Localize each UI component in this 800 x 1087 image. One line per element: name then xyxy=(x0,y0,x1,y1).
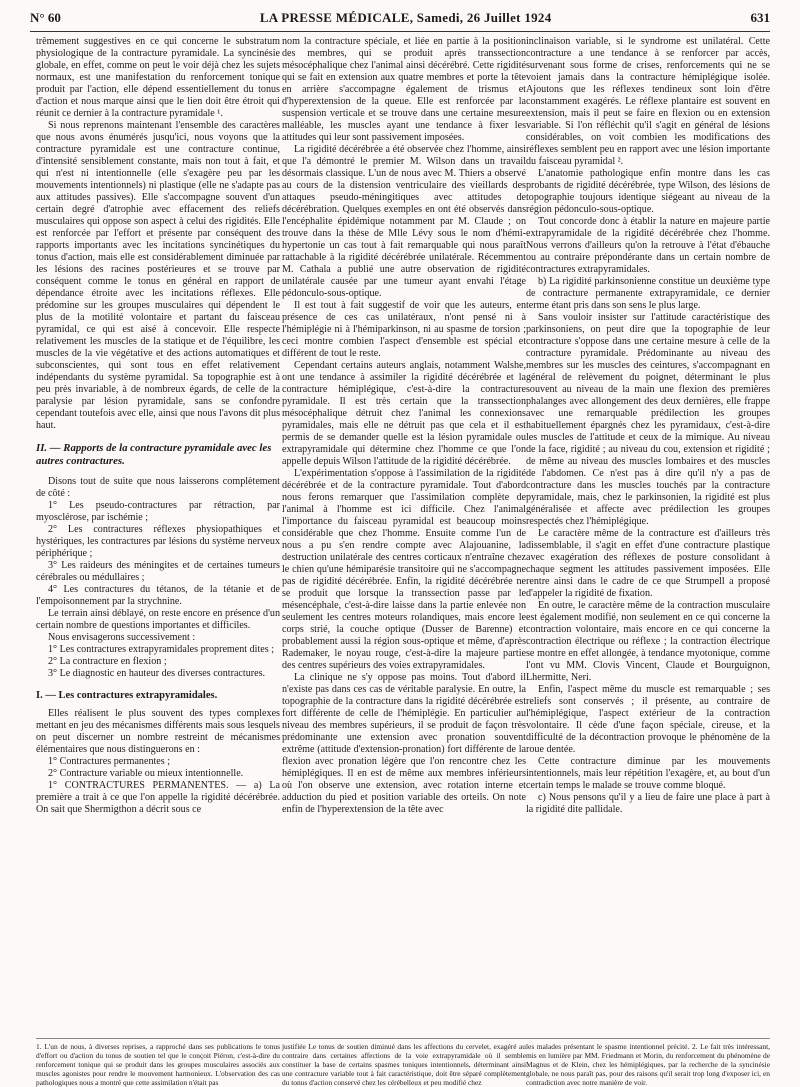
paragraph: 1° CONTRACTURES PERMANENTES. — a) La première a trait à ce que l'on appelle la rigidité décérébrée. On sait que Shermigthon a décrit sous ce xyxy=(36,780,280,815)
paragraph: En outre, le caractère même de la contraction musculaire est également modifié, non seulement en ce qui concerne la contraction volontaire, mais encore en ce qui concerne la contraction électrique ou réflexe ; la contraction électrique se montre en effet allongée, à tendance myotonique, comme l'ont vu MM. Clovis Vincent, Claude et Bourguignon, Lhermitte, Neri. xyxy=(526,600,770,683)
column-1 xyxy=(36,36,280,816)
paragraph: Nous envisagerons successivement : xyxy=(48,632,196,643)
column-3 xyxy=(526,36,770,816)
section-heading: II. — Rapports de la contracture pyramidale avec les autres contractures. xyxy=(36,442,272,467)
paragraph: Elles réalisent le plus souvent des types complexes mettant en jeu des mécanismes différents mais sous lesquels on peut discerner un nombre restreint de mécanismes élémentaires que nous distinguerons en : xyxy=(36,708,280,755)
list-item: 2° Les contractures réflexes physiopathiques et hystériques, les contractures par lésions du système nerveux périphérique ; xyxy=(36,524,280,559)
paragraph: c) Nous pensons qu'il y a lieu de faire une place à part à la rigidité dite pallidale. xyxy=(526,792,770,815)
paragraph: Cette contracture diminue par les mouvements intentionnels, mais leur répétition l'exagère, et, au bout d'un certain temps le malade se trouve comme bloqué. xyxy=(526,756,770,791)
list-item: 3° Les raideurs des méningites et de certaines tumeurs cérébrales ou médullaires ; xyxy=(36,560,280,583)
paragraph: Le caractère même de la contracture est d'ailleurs très dissemblable, il s'agit en effet d'une contracture plastique avec exagération des réflexes de posture consolidant à chaque segment les attitudes passivement imposées. Elle rentre ainsi dans le cadre de ce que Strumpell a proposé d'appeler la rigidité de fixation. xyxy=(526,528,770,599)
list-item: 1° Contractures permanentes ; xyxy=(48,756,171,767)
column-2 xyxy=(282,36,526,816)
paragraph: Tout concorde donc à établir la nature en majeure partie extrapyramidale de la rigidité décérébrée chez l'homme. Nous verrons d'ailleurs qu'on la retrouve à l'état d'ébauche ou au contraire prépondérante dans un certain nombre de contractures extrapyramidales. xyxy=(526,216,770,275)
list-item: 1° Les pseudo-contractures par rétraction, par myosclérose, par ischémie ; xyxy=(36,500,280,523)
footnote-1-continued: justifiée Le tonus de soutien diminué dans les affections du cervelet, exagéré au contraire dans certaines affections de la voie extrapyramidale où il semble constituer la base de certains spasmes toniques intentionnels, déterminant ainsi une contracture variable tout à fait caractéristique, doit être séparé complètement du tonus d'action conservé chez les cérébelleux et peu modifié chez xyxy=(282,1042,526,1087)
mechanism-list xyxy=(36,756,280,780)
subsection-heading: I. — Les contractures extrapyramidales. xyxy=(36,690,218,701)
paragraph: inclinaison variable, si le syndrome est unilatéral. Cette contracture a une tendance à se renforcer par accès, survenant sous forme de crises, renforcements qui ne se voient jamais dans la contracture hémiplégique isolée. Ajoutons que les réflexes tendineux sont loin d'être constamment exagérés. Le réflexe plantaire est souvent en extension, mais il peut se faire en flexion ou en extension variable. Si l'on réfléchit qu'il s'agit en général de lésions considérables, on voit combien les modifications des réflexes semblent peu en rapport avec une lésion importante du faisceau pyramidal ². xyxy=(526,36,770,167)
footnote-1: 1. L'un de nous, à diverses reprises, a rapproché dans ses publications le tonus d'effort ou d'action du tonus de soutien tel que le conçoit Piéron, c'est-à-dire du renforcement tonique qui se produit dans les groupes musculaires associés aux muscles agonistes pour rendre le mouvement harmonieux. L'observation des cas pathologiques nous a montré que cette assimilation n'était pas xyxy=(36,1042,280,1087)
paragraph: L'anatomie pathologique enfin montre dans les cas probants de rigidité décérébrée, type Wilson, des lésions de topographie toujours identique siégeant au niveau de la région pédonculo-sous-optique. xyxy=(526,168,770,215)
list-item: 3° Le diagnostic en hauteur des diverses contractures. xyxy=(48,668,266,679)
paragraph: Si nous reprenons maintenant l'ensemble des caractères que nous avons énumérés jusqu'ici, nous voyons que la contracture pyramidale est une contracture continue, d'intensité sensiblement constante, mais non tout à fait, et qui n'est ni intentionnelle (elle s'exagère peu par les mouvements intentionnels) ni plastique (elle ne s'adapte pas aux attitudes passives). Elle s'accompagne souvent d'un certain degré d'atrophie avec effacement des reliefs musculaires qui oppose son aspect à celui des rigidités. Elle est renforcée par l'effort et présente par conséquent des rapports importants avec les incitations syncinétiques du tonus d'action, mais elle est considérablement diminuée par les lésions des racines postérieures et se trouve par conséquent comme le tonus en général en rapport de dépendance étroite avec les incitations réflexes. Elle prédomine sur les groupes musculaires qui dépendent le plus de la motilité volontaire et partant du faisceau pyramidal, ce qui est aisé à concevoir. Elle respecte relativement les muscles de la statique et de l'équilibre, les muscles de la vie végétative et des actions automatiques et subconscientes, qui sont tous en effet relativement indépendants du système pyramidal. Sa topographie est à peu près invariable, à de nombreux égards, de celle de la paralysie par lésion pyramidale, sans se confondre cependant toutefois avec elle, ainsi que nous l'avons dit plus haut. xyxy=(36,120,280,431)
paragraph: L'expérimentation s'oppose à l'assimilation de la rigidité décérébrée et de la contracture pyramidale. Tout d'abord nous ferons remarquer que l'assimilation complète de l'animal à l'homme est ici difficile. Chez l'animal l'importance du faisceau pyramidal est beaucoup moins considérable que chez l'homme. Ensuite comme l'un de nous a pu s'en rendre compte avec Alajouanine, la destruction unilatérale des centres corticaux n'entraîne chez le chien qu'une hémiparésie transitoire qui ne s'accompagne pas de rigidité décérébrée. Enfin, la rigidité décérébrée ne se produit que lorsque la transsection passe par le mésencéphale, c'est-à-dire laisse dans la partie enlevée non seulement les centres moteurs rolandiques, mais encore le corps strié, la couche optique (Dusser de Barenne) et probablement aussi la région sous-optique et même, d'après Rademaker, le noyau rouge, c'est-à-dire la majeure partie des centres supérieurs des voies extrapyramidales. xyxy=(282,468,526,671)
paragraph: Disons tout de suite que nous laisserons complètement de côté : xyxy=(36,476,280,499)
list-item: 2° La contracture en flexion ; xyxy=(48,656,167,667)
issue-number: N° 60 xyxy=(30,10,61,25)
paragraph: b) La rigidité parkinsonienne constitue un deuxième type de contracture permanente extrapyramidale, ce dernier terme étant pris dans son sens le plus large. xyxy=(526,276,770,311)
page-number: 631 xyxy=(750,10,770,25)
footnote-2: les malades présentant le spasme intentionnel précité. 2. Le fait très intéressant, mis en lumière par MM. Friedmann et Morin, du renforcement du phénomène de Magnus et de Klein, chez les hémiplégiques, par la recherche de la syncinésie globale, ne nous paraît pas, pour des raisons qu'il serait trop long d'exposer ici, en contradiction avec notre manière de voir. xyxy=(526,1042,770,1087)
paragraph: nom la contracture spéciale, et liée en partie à la position des membres, qui se produit après transsection mésocéphalique chez l'animal ainsi décérébré. Cette rigidité qui se fait en extension aux quatre membres et porte la tête en arrière s'accompagne également de trismus et d'hyperextension de la queue. Elle est renforcée par la suspension verticale et se trouve dans une certaine mesure malléable, les muscles ayant une tendance à fixer les attitudes qui leur sont passivement imposées. xyxy=(282,36,526,143)
paragraph: La clinique ne s'y oppose pas moins. Tout d'abord il n'existe pas dans ces cas de véritable paralysie. En outre, la topographie de la contracture dans la rigidité décérébrée est fort différente de celle de l'hémiplégie. En particulier au niveau des membres supérieurs, il se produit de façon très prédominante une extension avec pronation souvent extrême (attitude d'extension-pronation) fort différente de la flexion avec pronation légère que l'on rencontre chez les hémiplégiques. Il en est de même aux membres inférieurs où l'on observe une extension, avec rotation interne et adduction du pied et position variable des orteils. On note enfin de l'hyperextension de la tête avec xyxy=(282,672,526,815)
paragraph: La rigidité décérébrée a été observée chez l'homme, ainsi que l'a démontré le premier M. Wilson dans un travail désormais classique. L'un de nous avec M. Thiers a observé au cours de la distension ventriculaire des vieillards des attaques pseudo-méningitiques avec attitudes de décérébration. Quelques exemples en ont été observés dans l'encéphalite épidémique notamment par M. Claude ; on trouve dans la thèse de Mlle Lévy sous le nom d'hémi-hypertonie un cas tout à fait remarquable qui nous paraît rattachable à la rigidité décérébrée unilatérale. Récemment M. Cathala a publié une autre observation de rigidité unilatérale causée par une tumeur ayant envahi l'étage pédonculo-sous-optique. xyxy=(282,144,526,299)
header-rule xyxy=(30,31,770,32)
paragraph: Enfin, l'aspect même du muscle est remarquable ; ses reliefs sont conservés ; il présente, au contraire de l'hémiplégique, l'aspect extérieur de la contraction volontaire. Il cède d'une façon spéciale, cireuse, et la difficulté de la décontraction provoque le phénomène de la roue dentée. xyxy=(526,684,770,755)
paragraph: Sans vouloir insister sur l'attitude caractéristique des parkinsoniens, on peut dire que la topographie de leur contracture s'oppose dans une certaine mesure à celle de la contracture pyramidale. Prédominante au niveau des membres sur les muscles des ceintures, s'accompagnant en général de relèvement du poignet, déterminant le plus souvent au niveau de la main une flexion des premières phalanges avec allongement des deux dernières, elle frappe avec une remarquable prédilection les groupes habituellement épargnés chez les pyramidaux, c'est-à-dire les muscles de l'attitude et ceux de la mimique. Au niveau de la face, rigidité ; au niveau du cou, extension et rigidité ; de même au niveau des muscles lombaires et des muscles de l'abdomen. Ce n'est pas à dire qu'il n'y a pas de contracture dans les muscles touchés par la contracture pyramidale, mais, chez le parkinsonien, la rigidité est plus généralisée et affecte avec prédilection les groupes respectés chez l'hémiplégique. xyxy=(526,312,770,527)
topics-list xyxy=(36,644,280,680)
exclusion-list xyxy=(36,500,280,608)
paragraph: Cependant certains auteurs anglais, notamment Walshe, ont une tendance à assimiler la rigidité décérébrée et la contracture hémiplégique, c'est-à-dire la contracture pyramidale. Il est très certain que la transsection mésocéphalique détruit chez l'animal les connexions pyramidales, mais elle ne détruit pas que cela et il est permis de se demander quelle est la lésion pyramidale ou extrapyramidale qui détermine chez l'homme ce que l'on appelle depuis Wilson l'attitude de la rigidité décérébrée. xyxy=(282,360,526,467)
paragraph: Le terrain ainsi déblayé, on reste encore en présence d'un certain nombre de questions importantes et difficiles. xyxy=(36,608,280,631)
list-item: 1° Les contractures extrapyramidales proprement dites ; xyxy=(48,644,275,655)
list-item: 2° Contracture variable ou mieux intentionnelle. xyxy=(48,768,244,779)
paragraph: Il est tout à fait suggestif de voir que les auteurs, en présence de ces cas unilatéraux, n'ont pensé ni à l'hémiplégie ni à l'hémiparkinson, ni au spasme de torsion ; ceci montre combien l'aspect d'ensemble est spécial et différent de tout le reste. xyxy=(282,300,526,359)
page-header xyxy=(30,10,770,26)
list-item: 4° Les contractures du tétanos, de la tétanie et de l'empoisonnement par la strychnine. xyxy=(36,584,280,607)
paragraph: trêmement suggestives en ce qui concerne le substratum physiologique de la contracture pyramidale. La syncinésie globale, en effet, comme on peut le voir déjà chez les sujets normaux, est une manifestation du renforcement tonique produit par l'action, elle dépend essentiellement du tonus d'action et nous marque ainsi que le lien doit être étroit qui réunit ce dernier à la contracture pyramidale ¹. xyxy=(36,36,280,119)
journal-title: LA PRESSE MÉDICALE, Samedi, 26 Juillet 1924 xyxy=(259,10,552,25)
